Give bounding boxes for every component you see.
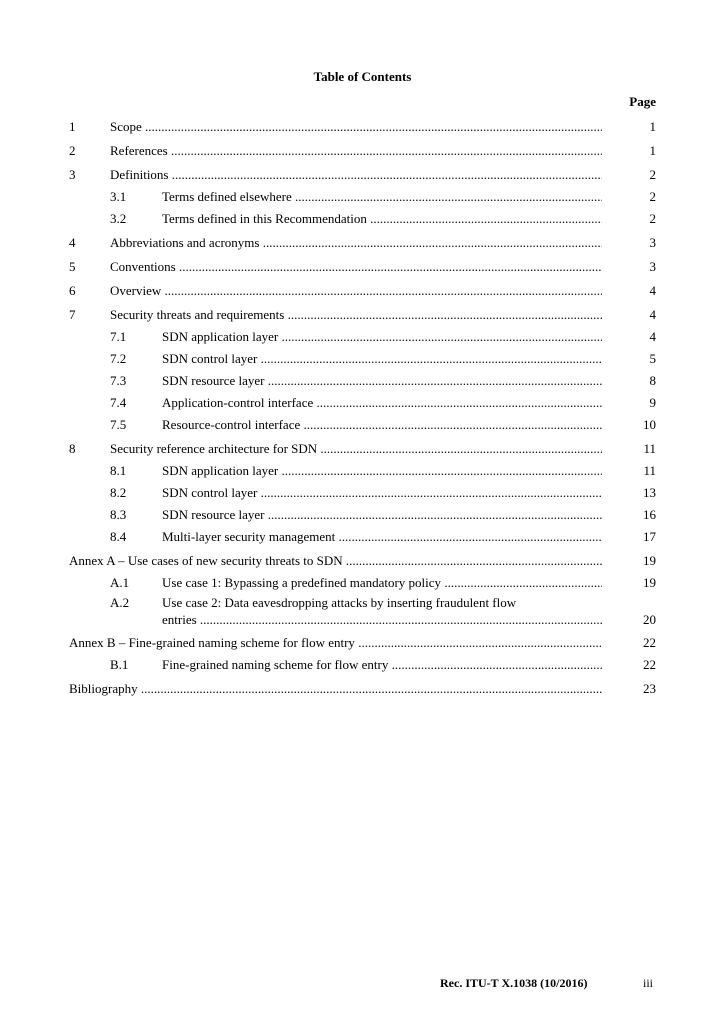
toc-entry-number: 8 <box>69 441 76 456</box>
toc-entry-number: 7.5 <box>110 417 127 432</box>
toc-entry[interactable] <box>69 372 656 389</box>
toc-entry-title: Conventions ..... <box>110 258 602 275</box>
toc-entry[interactable] <box>69 506 656 523</box>
toc-entry-page: 19 <box>643 553 656 568</box>
toc-entry-number: 7.1 <box>110 329 127 344</box>
toc-entry-title: Annex B – Fine-grained naming scheme for flow entry ..... <box>69 634 602 651</box>
toc-entry[interactable] <box>69 306 656 323</box>
toc-entry-page: 3 <box>649 235 656 250</box>
page-column-header: Page <box>629 94 656 109</box>
toc-entry-page: 4 <box>649 307 656 322</box>
toc-entry-title: Terms defined elsewhere ..... <box>162 188 602 205</box>
toc-entry-page: 13 <box>643 485 656 500</box>
toc-entry-title: SDN application layer ..... <box>162 328 602 345</box>
toc-entry-title: Use case 2: Data eavesdropping attacks by inserting fraudulent flow <box>162 595 517 610</box>
toc-entry-number: 8.3 <box>110 507 127 522</box>
toc-entry[interactable] <box>69 328 656 345</box>
toc-entry[interactable] <box>69 188 656 205</box>
toc-entry-number: A.2 <box>110 595 130 610</box>
toc-entry-page: 1 <box>649 119 656 134</box>
toc-entry[interactable] <box>69 656 656 673</box>
toc-entry-title: SDN control layer ..... <box>162 484 602 501</box>
toc-entry-title: Use case 1: Bypassing a predefined mandatory policy ..... <box>162 574 602 591</box>
toc-entry-title: Security reference architecture for SDN ..... <box>110 440 602 457</box>
toc-entry-number: 7 <box>69 307 76 322</box>
toc-entry-number: B.1 <box>110 657 129 672</box>
toc-entry-number: 7.3 <box>110 373 127 388</box>
toc-entry-title: Bibliography ..... <box>69 680 602 697</box>
toc-entry[interactable] <box>69 234 656 251</box>
toc-entry-page: 2 <box>649 189 656 204</box>
toc-entry[interactable] <box>69 142 656 159</box>
toc-entry-number: 6 <box>69 283 76 298</box>
toc-entry-title: Resource-control interface ..... <box>162 416 602 433</box>
toc-entry-title: SDN control layer ..... <box>162 350 602 367</box>
toc-entry[interactable] <box>69 394 656 411</box>
toc-entry[interactable] <box>69 462 656 479</box>
toc-entry[interactable] <box>69 574 656 591</box>
toc-entry-page: 10 <box>643 417 656 432</box>
toc-entry[interactable] <box>69 552 656 569</box>
toc-entry-title: SDN resource layer ..... <box>162 506 602 523</box>
toc-entry-title-continued: entries ..... <box>162 611 602 628</box>
toc-entry-page: 11 <box>643 441 656 456</box>
toc-entry-page: 8 <box>649 373 656 388</box>
toc-entry-page: 9 <box>649 395 656 410</box>
toc-entry-title: References ..... <box>110 142 602 159</box>
toc-entry-title: Security threats and requirements ..... <box>110 306 602 323</box>
footer-recommendation: Rec. ITU-T X.1038 (10/2016) <box>440 976 588 990</box>
toc-entry[interactable] <box>69 680 656 697</box>
toc-entry-title: Application-control interface ..... <box>162 394 602 411</box>
toc-entry[interactable] <box>69 634 656 651</box>
toc-entry-page: 20 <box>643 612 656 627</box>
toc-entry-page: 22 <box>643 657 656 672</box>
toc-entry-title: Multi-layer security management ..... <box>162 528 602 545</box>
toc-entry-number: 4 <box>69 235 76 250</box>
toc-entry-title: SDN application layer ..... <box>162 462 602 479</box>
toc-entry[interactable] <box>69 258 656 275</box>
toc-entry-page: 1 <box>649 143 656 158</box>
toc-entry-number: 7.4 <box>110 395 127 410</box>
toc-entry-number: 8.4 <box>110 529 127 544</box>
page-title: Table of Contents <box>313 69 412 84</box>
toc-entry-number: A.1 <box>110 575 130 590</box>
toc-entry-page: 16 <box>643 507 656 522</box>
toc-entry-number: 1 <box>69 119 76 134</box>
toc-entry-title: Overview ..... <box>110 282 602 299</box>
toc-entry[interactable] <box>69 528 656 545</box>
toc-entry[interactable] <box>69 594 656 627</box>
toc-entry-page: 2 <box>649 211 656 226</box>
toc-entry-title: Terms defined in this Recommendation ..... <box>162 210 602 227</box>
toc-entry-page: 3 <box>649 259 656 274</box>
toc-entry[interactable] <box>69 350 656 367</box>
toc-entry[interactable] <box>69 416 656 433</box>
toc-entry-title: Annex A – Use cases of new security threats to SDN ..... <box>69 552 602 569</box>
toc-entry-title: Abbreviations and acronyms ..... <box>110 234 602 251</box>
toc-entry[interactable] <box>69 210 656 227</box>
toc-entry-page: 11 <box>643 463 656 478</box>
toc-entry[interactable] <box>69 484 656 501</box>
toc-entry[interactable] <box>69 440 656 457</box>
toc-entry-number: 7.2 <box>110 351 127 366</box>
toc-entry-title: SDN resource layer ..... <box>162 372 602 389</box>
toc-entry-page: 4 <box>649 329 656 344</box>
toc-entry-number: 3 <box>69 167 76 182</box>
toc-entry-number: 2 <box>69 143 76 158</box>
toc-entry-number: 8.1 <box>110 463 127 478</box>
toc-entry-page: 4 <box>649 283 656 298</box>
toc-entry-number: 3.1 <box>110 189 127 204</box>
toc-entry-number: 3.2 <box>110 211 127 226</box>
toc-entry[interactable] <box>69 166 656 183</box>
toc-entry-number: 5 <box>69 259 76 274</box>
toc-entry[interactable] <box>69 118 656 135</box>
toc-entry-page: 22 <box>643 635 656 650</box>
toc-entry-title: Definitions ..... <box>110 166 602 183</box>
toc-entry-page: 19 <box>643 575 656 590</box>
toc-entry-page: 23 <box>643 681 656 696</box>
toc-entry-page: 5 <box>649 351 656 366</box>
toc-entry-number: 8.2 <box>110 485 127 500</box>
toc-entry-title: Fine-grained naming scheme for flow entry ..... <box>162 656 602 673</box>
toc-entry[interactable] <box>69 282 656 299</box>
footer-page-number: iii <box>643 976 654 990</box>
toc-entry-page: 2 <box>649 167 656 182</box>
toc-entry-title: Scope ..... <box>110 118 602 135</box>
toc-entry-page: 17 <box>643 529 656 544</box>
